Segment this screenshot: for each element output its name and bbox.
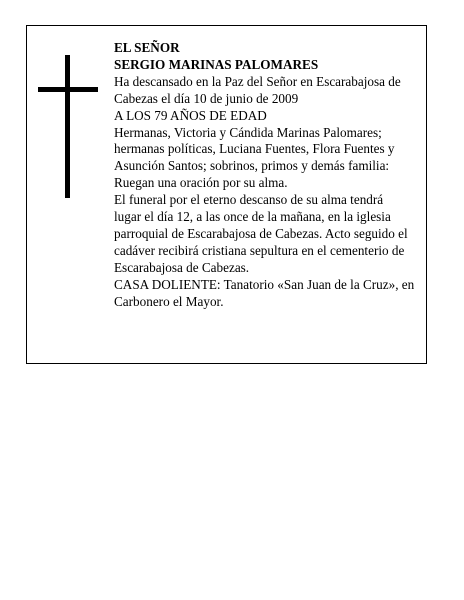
obituary-text (114, 40, 434, 311)
cross-vertical-bar (65, 55, 70, 198)
age-line: A LOS 79 AÑOS DE EDAD (114, 107, 267, 123)
text-line: Escarabajosa de Cabezas. (114, 259, 250, 275)
text-line: Carbonero el Mayor. (114, 293, 224, 309)
cross-horizontal-bar (38, 87, 98, 92)
text-line: lugar el día 12, a las once de la mañana, en la iglesia (114, 209, 391, 225)
text-line: CASA DOLIENTE: Tanatorio «San Juan de la Cruz», en (114, 276, 415, 292)
text-line: parroquial de Escarabajosa de Cabezas. Acto seguido el (114, 225, 408, 241)
obituary-heading: EL SEÑOR (114, 40, 180, 55)
deceased-name: SERGIO MARINAS PALOMARES (114, 56, 319, 72)
text-line: Asunción Santos; sobrinos, primos y demás familia: (114, 158, 390, 174)
text-line: Cabezas el día 10 de junio de 2009 (114, 90, 299, 106)
text-line: cadáver recibirá cristiana sepultura en el cementerio de (114, 242, 405, 258)
obituary-notice (26, 25, 427, 364)
cross-icon (38, 55, 98, 198)
text-line: Ha descansado en la Paz del Señor en Escarabajosa de (114, 73, 401, 89)
text-line: El funeral por el eterno descanso de su alma tendrá (114, 192, 384, 208)
text-line: hermanas políticas, Luciana Fuentes, Flora Fuentes y (114, 141, 395, 157)
text-line: Hermanas, Victoria y Cándida Marinas Palomares; (114, 124, 382, 140)
text-line: Ruegan una oración por su alma. (114, 175, 288, 191)
